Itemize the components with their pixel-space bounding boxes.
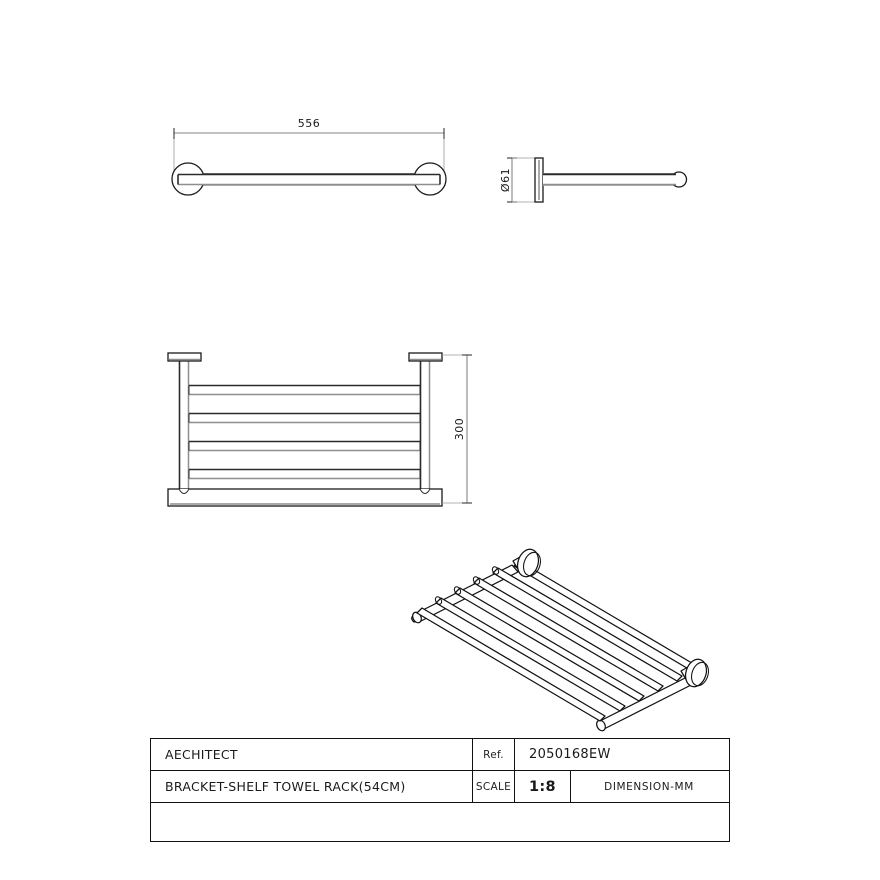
dimension-300-label: 300 [453,417,466,441]
shelf-cross-bar [189,441,420,451]
ref-label: Ref. [473,739,515,770]
shelf-side-rail-left [179,360,189,492]
scale-value: 1:8 [515,771,571,802]
shelf-cross-bar [189,413,420,423]
architect-name: AECHITECT [151,739,473,770]
shelf-front-rail [168,489,442,506]
side-view-single-bar [507,158,687,202]
isometric-view-shelf [411,547,711,733]
shelf-side-rail-right [420,360,430,492]
product-name: BRACKET-SHELF TOWEL RACK(54CM) [151,771,473,802]
scale-label: SCALE [473,771,515,802]
title-block-row-product [151,771,729,803]
front-view-shelf [168,353,472,506]
title-block [150,738,730,842]
title-block-row-architect [151,739,729,771]
shelf-cross-bar [189,469,420,479]
dimension-diameter61-label: Ø61 [499,167,512,193]
top-view-single-bar [172,128,446,195]
ref-value: 2050168EW [529,747,611,762]
dimension-556-label: 556 [297,117,321,130]
title-block-row-notes [151,803,729,841]
dimension-note: DIMENSION-MM [604,780,694,793]
shelf-cross-bar [189,385,420,395]
notes-area [151,803,727,841]
